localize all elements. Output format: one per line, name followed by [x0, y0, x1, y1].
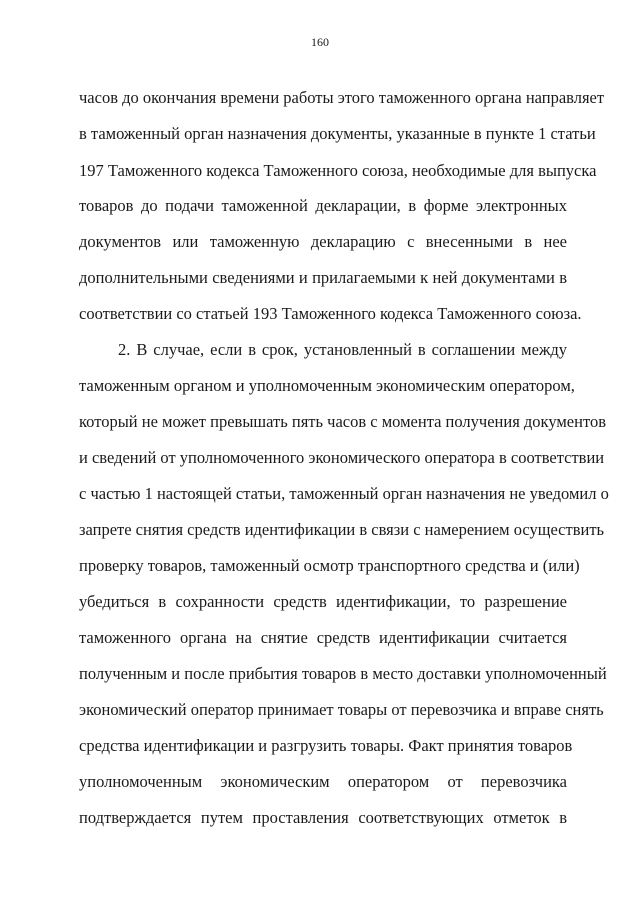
text-line-7: соответствии со статьей 193 Таможенного кодекса Таможенного союза. — [79, 304, 582, 323]
page-number: 160 — [311, 35, 329, 49]
text-line-10: который не может превышать пять часов с момента получения документов — [79, 412, 606, 431]
text-line-9: таможенным органом и уполномоченным экономическим оператором, — [79, 376, 575, 395]
text-line-15: убедиться в сохранности средств идентификации, то разрешение — [79, 592, 567, 611]
text-line-12: с частью 1 настоящей статьи, таможенный орган назначения не уведомил о — [79, 484, 609, 503]
text-line-19: средства идентификации и разгрузить товары. Факт принятия товаров — [79, 736, 573, 755]
text-line-20: уполномоченным экономическим оператором от перевозчика — [79, 772, 567, 791]
text-line-2: в таможенный орган назначения документы, указанные в пункте 1 статьи — [79, 124, 596, 143]
text-line-14: проверку товаров, таможенный осмотр транспортного средства и (или) — [79, 556, 580, 575]
text-line-1: часов до окончания времени работы этого таможенного органа направляет — [79, 88, 605, 107]
text-line-3: 197 Таможенного кодекса Таможенного союза, необходимые для выпуска — [79, 161, 597, 180]
text-line-11: и сведений от уполномоченного экономического оператора в соответствии — [79, 448, 605, 467]
text-line-5: документов или таможенную декларацию с внесенными в нее — [79, 232, 567, 251]
text-line-6: дополнительными сведениями и прилагаемыми к ней документами в — [79, 268, 567, 287]
text-line-21: подтверждается путем проставления соответствующих отметок в — [79, 808, 567, 827]
text-line-16: таможенного органа на снятие средств идентификации считается — [79, 628, 567, 647]
text-line-17: полученным и после прибытия товаров в место доставки уполномоченный — [79, 664, 607, 683]
paragraph-2-first-line: 2. В случае, если в срок, установленный в соглашении между — [118, 340, 567, 359]
text-line-18: экономический оператор принимает товары от перевозчика и вправе снять — [79, 700, 604, 719]
text-line-13: запрете снятия средств идентификации в связи с намерением осуществить — [79, 520, 605, 539]
text-line-4: товаров до подачи таможенной декларации, в форме электронных — [79, 196, 567, 215]
